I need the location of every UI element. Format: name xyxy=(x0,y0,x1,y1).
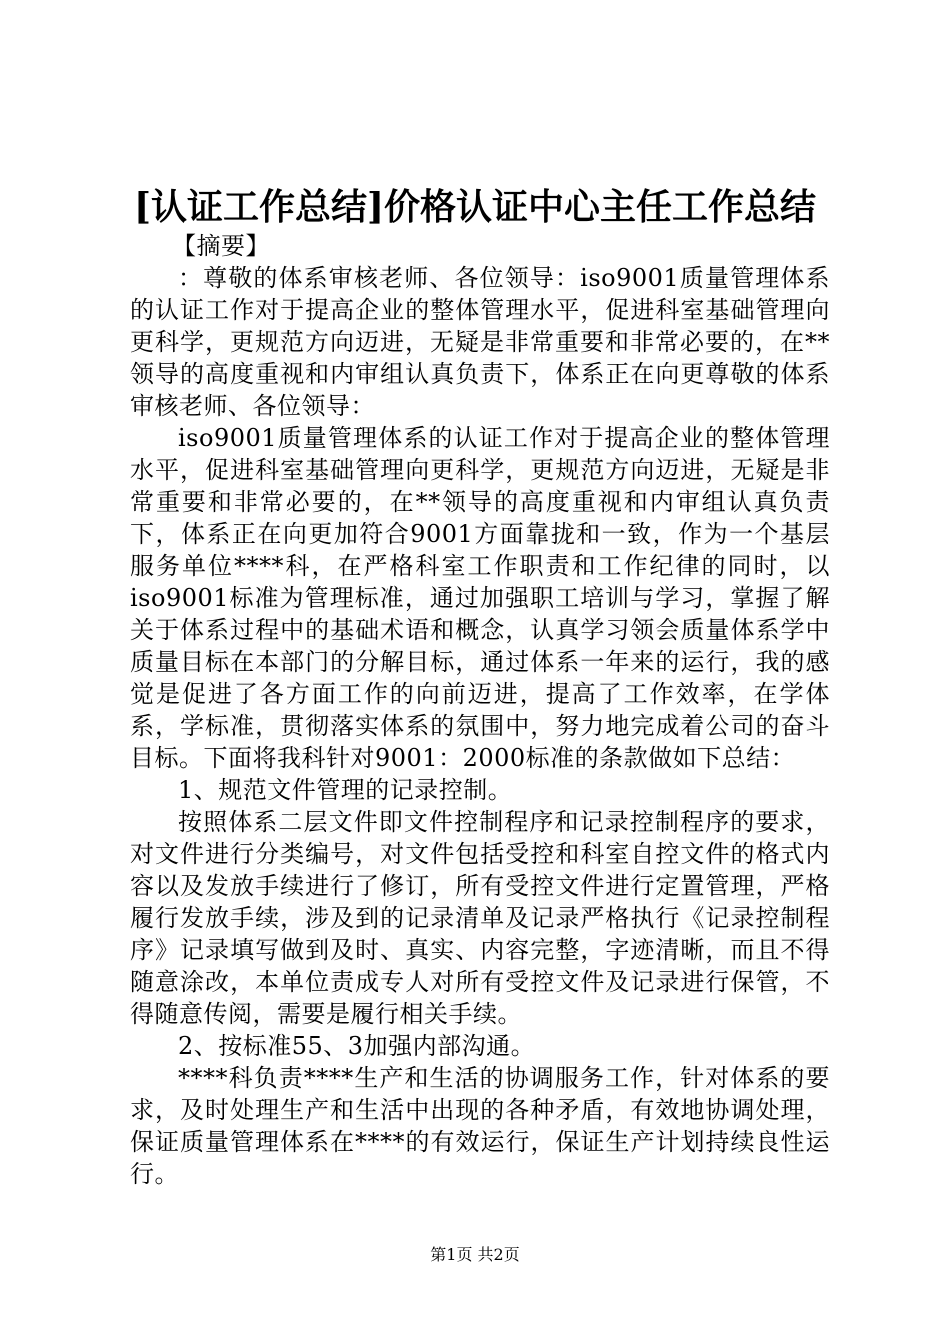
paragraph-section-2: ****科负责****生产和生活的协调服务工作，针对体系的要求，及时处理生产和生活中出现的各种矛盾，有效地协调处理，保证质量管理体系在****的有效运行，保证生产计划持续良性运行。 xyxy=(130,1064,830,1188)
page-number-footer: 第1页 共2页 xyxy=(430,1245,520,1264)
section-heading-2: 2、按标准55、3加强内部沟通。 xyxy=(178,1032,536,1060)
abstract-label: 【摘要】 xyxy=(172,232,270,260)
paragraph-section-1: 按照体系二层文件即文件控制程序和记录控制程序的要求，对文件进行分类编号，对文件包括受控和科室自控文件的格式内容以及发放手续进行了修订，所有受控文件进行定置管理，严格履行发放手续，涉及到的记录清单及记录严格执行《记录控制程序》记录填写做到及时、真实、内容完整，字迹清晰，而且不得随意涂改，本单位责成专人对所有受控文件及记录进行保管，不得随意传阅，需要是履行相关手续。 xyxy=(130,808,830,1028)
paragraph-abstract: ：尊敬的体系审核老师、各位领导：iso9001质量管理体系的认证工作对于提高企业的整体管理水平，促进科室基础管理向更科学，更规范方向迈进，无疑是非常重要和非常必要的，在**领导的高度重视和内审组认真负责下，体系正在向更尊敬的体系审核老师、各位领导： xyxy=(130,264,830,420)
section-heading-1: 1、规范文件管理的记录控制。 xyxy=(178,776,513,804)
document-title: [认证工作总结]价格认证中心主任工作总结 xyxy=(133,186,817,228)
paragraph-intro: iso9001质量管理体系的认证工作对于提高企业的整体管理水平，促进科室基础管理向更科学，更规范方向迈进，无疑是非常重要和非常必要的，在**领导的高度重视和内审组认真负责下，体系正在向更加符合9001方面靠拢和一致，作为一个基层服务单位****科，在严格科室工作职责和工作纪律的同时，以iso9001标准为管理标准，通过加强职工培训与学习，掌握了解关于体系过程中的基础术语和概念，认真学习领会质量体系学中质量目标在本部门的分解目标，通过体系一年来的运行，我的感觉是促进了各方面工作的向前迈进，提高了工作效率，在学体系，学标准，贯彻落实体系的氛围中，努力地完成着公司的奋斗目标。下面将我科针对9001：2000标准的条款做如下总结： xyxy=(130,424,830,772)
document-body xyxy=(130,230,830,1190)
